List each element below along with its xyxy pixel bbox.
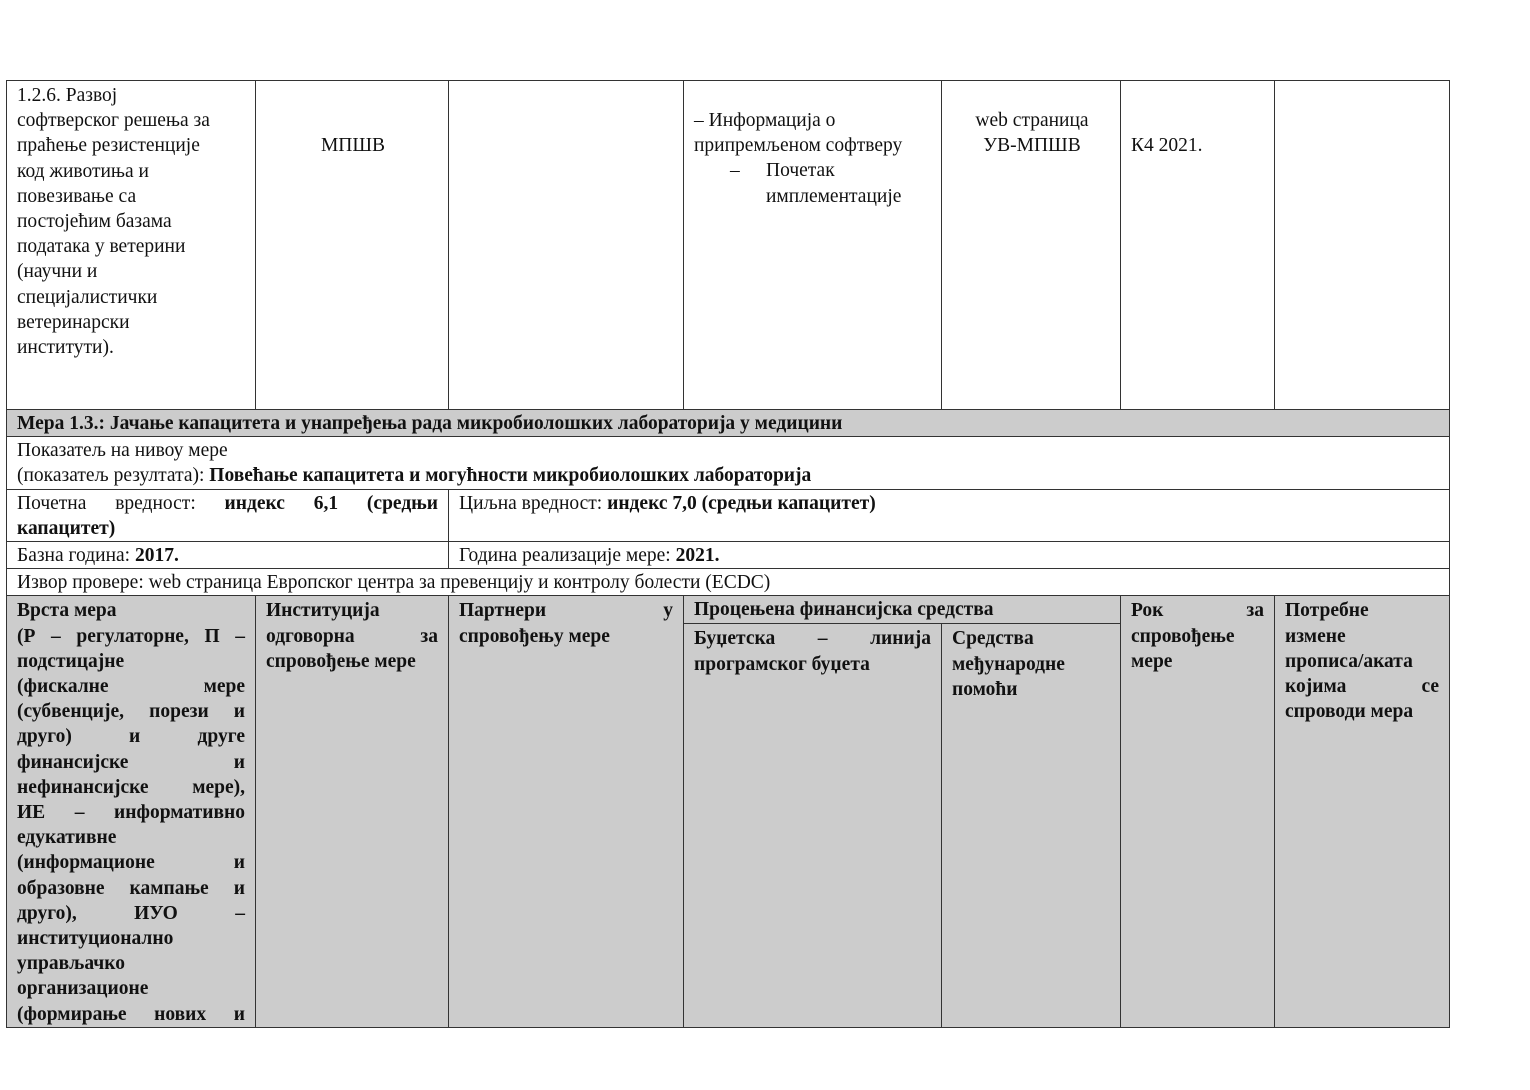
header-funds-cell (684, 596, 1121, 624)
word: – (74, 802, 85, 824)
word: за (420, 625, 438, 647)
target-value: индекс 7,0 (средњи капацитет) (607, 492, 876, 514)
years-row (7, 542, 1450, 569)
word: измене (1285, 625, 1346, 647)
header-type-cell (7, 596, 256, 1027)
text-line: података у ветерини (17, 236, 186, 258)
word: финансијске (17, 751, 129, 773)
activity-institution: МПШВ (320, 135, 386, 156)
text-line: (научни и (17, 261, 98, 283)
text-line: специјалистички (17, 286, 158, 308)
word: нових (154, 1003, 207, 1025)
word: друго) (17, 726, 72, 748)
word: кампање (129, 877, 209, 899)
activity-notes-cell (1275, 81, 1450, 410)
word: мере (203, 676, 245, 698)
word: мере (1131, 650, 1173, 672)
word: и (233, 701, 245, 723)
header-type (17, 598, 245, 1026)
word: – (51, 625, 61, 647)
start-label: Почетна (17, 492, 87, 514)
text-line: 1.2.6. Развој (17, 85, 118, 106)
word: организационе (17, 978, 149, 1000)
word: управљачко (17, 953, 126, 975)
word: и (233, 751, 245, 773)
base-year-cell (7, 542, 449, 569)
text-line (17, 825, 245, 850)
word: мере), (192, 776, 245, 798)
header-funds-title: Процењена финансијска средства (694, 599, 994, 621)
word: Институција (266, 600, 380, 622)
text-line: међународне (952, 653, 1065, 675)
text-line: праћење резистенције (17, 135, 200, 157)
header-partners-cell (449, 596, 684, 1027)
verification-source: Извор провере: web страница Европског центра за превенцију и контролу болести (ECDC) (17, 572, 771, 594)
realization-value: 2021. (675, 545, 720, 567)
text-line (1285, 699, 1439, 724)
text-line (17, 699, 245, 724)
word: прописа/аката (1285, 650, 1413, 672)
word: ИЕ (17, 802, 46, 824)
word: (формирање (17, 1003, 127, 1025)
text-line (1285, 674, 1439, 699)
word: едукативне (17, 827, 117, 849)
target-value-cell (449, 489, 1450, 541)
activity-institution-cell (256, 81, 449, 410)
text-line: институти). (17, 337, 114, 359)
header-budget-cell (684, 624, 942, 1027)
activity-indicator-cell (684, 81, 942, 410)
text-line: помоћи (952, 678, 1018, 700)
word: Буџетска (694, 628, 776, 650)
text-line (694, 652, 931, 677)
header-budget (694, 626, 931, 676)
word: регулаторне, (76, 625, 189, 647)
start-value: 6,1 (313, 492, 339, 514)
indicator-value: Повећање капацитета и могућности микробиолошких лабораторија (209, 465, 812, 487)
word: спроводи мера (1285, 701, 1414, 723)
text-line (17, 598, 245, 623)
text-line (17, 876, 245, 901)
activity-source-cell (942, 81, 1121, 410)
word: – (235, 625, 245, 647)
verification-cell (7, 569, 1450, 596)
text-line (17, 624, 245, 649)
text-line (17, 850, 245, 875)
word: и (129, 726, 141, 748)
realization-label: Година реализације мере: (459, 545, 676, 567)
word: институционално (17, 928, 174, 950)
source-line: web страница (975, 110, 1089, 131)
word: – (235, 902, 245, 924)
word: спровођење мере (266, 650, 416, 672)
text-line (1285, 598, 1439, 623)
header-intl-cell (942, 624, 1121, 1027)
start-value: индекс (224, 492, 285, 514)
word: информативно (114, 802, 245, 824)
indicator-label: Показатељ на нивоу мере (17, 440, 228, 462)
measure-title-cell (7, 410, 1450, 437)
text-line (17, 775, 245, 800)
text-line (1131, 624, 1264, 649)
word: друго), (17, 902, 77, 924)
word: се (1421, 676, 1439, 698)
column-header-row (7, 596, 1450, 624)
target-label: Циљна вредност: (459, 492, 608, 514)
text-line (1131, 598, 1264, 623)
text-line: код животиња и (17, 160, 149, 182)
word: спровођење (1131, 625, 1235, 647)
word: ИУО (134, 902, 178, 924)
text-line: постојећим базама (17, 211, 172, 233)
word: и (233, 852, 245, 874)
text-line (17, 976, 245, 1001)
header-partners (459, 598, 673, 648)
indicator-label-prefix: (показатељ резултата): (17, 465, 210, 487)
text-line (1285, 624, 1439, 649)
word: линија (870, 628, 931, 650)
word: спровођењу мере (459, 625, 610, 647)
start-value-cell (7, 489, 449, 541)
text-line (17, 674, 245, 699)
base-year-value: 2017. (134, 545, 179, 567)
text-line: софтверског решења за (17, 110, 210, 132)
word: – (817, 628, 828, 650)
word: одговорна (266, 625, 355, 647)
bullet-dash: – (730, 160, 740, 182)
text-line (17, 800, 245, 825)
indicator-line: – Информација о (694, 110, 836, 131)
header-institution (266, 598, 438, 674)
text-line (266, 598, 438, 623)
word: за (1246, 600, 1264, 622)
source-line: УВ-МПШВ (983, 135, 1081, 157)
word: и (233, 1003, 245, 1025)
header-deadline (1131, 598, 1264, 674)
word: Партнери (459, 600, 547, 622)
word: (Р (17, 625, 36, 647)
start-value: капацитет) (17, 517, 116, 539)
word: подстицајне (17, 650, 125, 672)
word: образовне (17, 877, 105, 899)
realization-year-cell (449, 542, 1450, 569)
indicator-line: припремљеном софтверу (694, 135, 903, 157)
word: програмског буџета (694, 653, 870, 675)
indicator-bullet (694, 158, 933, 208)
text-line (1131, 649, 1264, 674)
text-line: ветеринарски (17, 311, 130, 333)
text-line (694, 626, 931, 651)
text-line: повезивање са (17, 185, 137, 207)
text-line (17, 901, 245, 926)
word: у (663, 600, 673, 622)
activity-name-cell (7, 81, 256, 410)
text-line: Средства (952, 628, 1034, 650)
text-line (266, 649, 438, 674)
base-year-label: Базна година: (17, 545, 135, 567)
text-line (17, 750, 245, 775)
word: (субвенције, (17, 701, 125, 723)
activity-deadline-cell (1121, 81, 1275, 410)
measure-title: Мера 1.3.: Јачање капацитета и унапређења рада микробиолошких лабораторија у медицини (17, 413, 843, 434)
indicator-bullet-text: имплементације (766, 185, 902, 207)
word: (фискалне (17, 676, 109, 698)
text-line (17, 1002, 245, 1027)
word: друге (197, 726, 245, 748)
text-line (17, 951, 245, 976)
header-changes-cell (1275, 596, 1450, 1027)
header-changes (1285, 598, 1439, 724)
text-line (266, 624, 438, 649)
action-plan-table (6, 80, 1450, 1028)
word: П (204, 625, 220, 647)
word: и (233, 877, 245, 899)
start-label: вредност: (115, 492, 196, 514)
activity-row (7, 81, 1450, 410)
word: Потребне (1285, 600, 1369, 622)
activity-deadline: К4 2021. (1131, 135, 1203, 156)
text-line (459, 598, 673, 623)
measure-indicator-row (7, 437, 1450, 489)
word: нефинансијске (17, 776, 149, 798)
text-line (17, 724, 245, 749)
header-institution-cell (256, 596, 449, 1027)
indicator-bullet-text: Почетак (766, 160, 835, 182)
text-line (1285, 649, 1439, 674)
word: (информационе (17, 852, 155, 874)
activity-partners-cell (449, 81, 684, 410)
activity-name (17, 83, 247, 360)
text-line (17, 649, 245, 674)
measure-indicator-cell (7, 437, 1450, 489)
word: Рок (1131, 600, 1164, 622)
measure-title-row (7, 410, 1450, 437)
header-deadline-cell (1121, 596, 1275, 1027)
start-value: (средњи (366, 492, 438, 514)
text-line (17, 926, 245, 951)
header-intl (952, 626, 1112, 702)
word: порези (149, 701, 209, 723)
word: Врста мера (17, 600, 117, 622)
text-line (459, 624, 673, 649)
document-page (6, 80, 1449, 1028)
verification-row (7, 569, 1450, 596)
values-row (7, 489, 1450, 541)
word: којима (1285, 676, 1347, 698)
